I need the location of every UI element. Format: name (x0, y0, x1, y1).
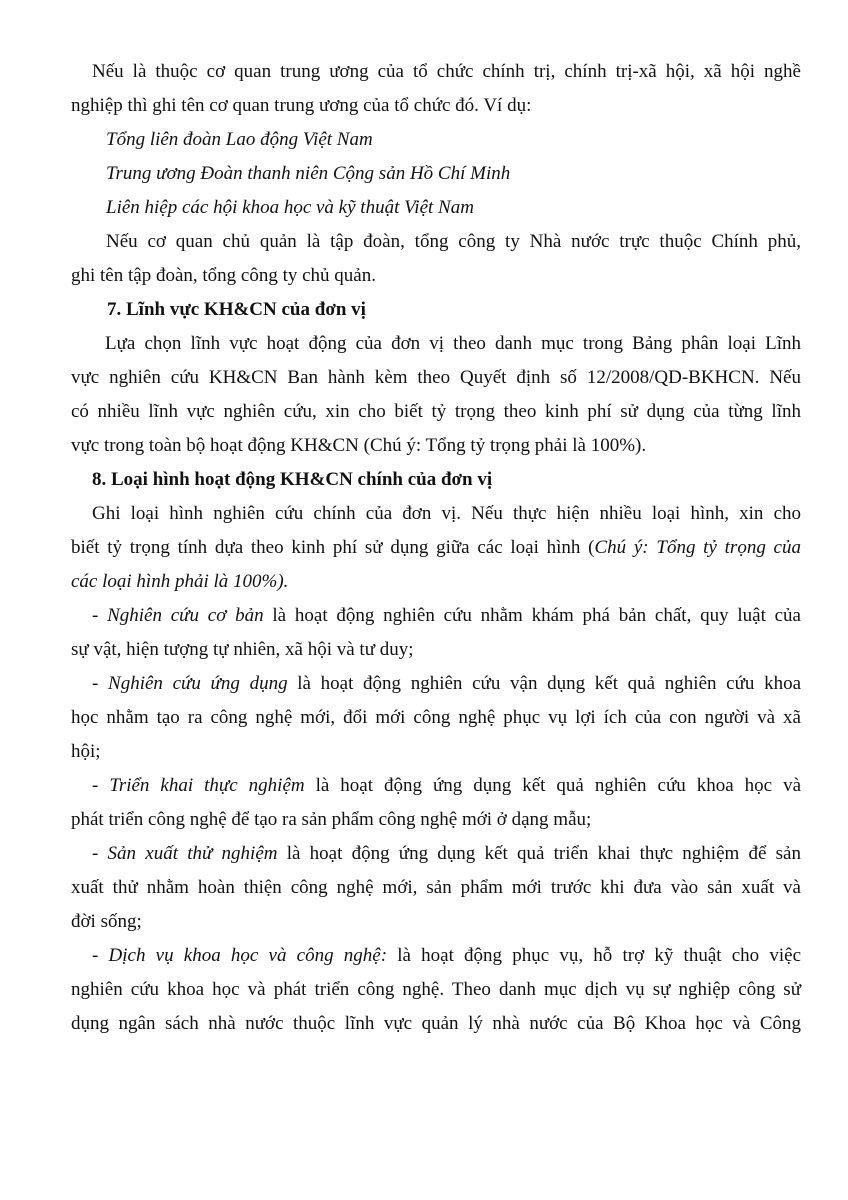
example-line: Tổng liên đoàn Lao động Việt Nam (106, 129, 373, 150)
list-item-line: sự vật, hiện tượng tự nhiên, xã hội và tư duy; (71, 639, 414, 660)
list-item-line: - Triển khai thực nghiệm là hoạt động ứng dụng kết quả nghiên cứu khoa học và (92, 775, 801, 796)
section-heading: 7. Lĩnh vực KH&CN của đơn vị (107, 299, 366, 320)
paragraph-line: Nếu cơ quan chủ quản là tập đoàn, tổng công ty Nhà nước trực thuộc Chính phủ, (106, 231, 801, 252)
list-item-line: phát triển công nghệ để tạo ra sản phẩm công nghệ mới ở dạng mẫu; (71, 809, 592, 830)
list-item-line: xuất thử nhằm hoàn thiện công nghệ mới, sản phẩm mới trước khi đưa vào sản xuất và (71, 877, 801, 898)
list-item-line: đời sống; (71, 911, 142, 932)
list-item-line: - Nghiên cứu cơ bản là hoạt động nghiên cứu nhằm khám phá bản chất, quy luật của (92, 605, 801, 626)
list-item-line: - Dịch vụ khoa học và công nghệ: là hoạt động phục vụ, hỗ trợ kỹ thuật cho việc (92, 945, 801, 966)
paragraph-line: vực trong toàn bộ hoạt động KH&CN (Chú ý: Tổng tỷ trọng phải là 100%). (71, 435, 647, 456)
list-item-line: - Nghiên cứu ứng dụng là hoạt động nghiên cứu vận dụng kết quả nghiên cứu khoa (92, 673, 802, 694)
paragraph-line: nghiệp thì ghi tên cơ quan trung ương của tổ chức đó. Ví dụ: (71, 95, 532, 116)
paragraph-line: Nếu là thuộc cơ quan trung ương của tổ chức chính trị, chính trị-xã hội, xã hội nghề (92, 61, 801, 82)
example-line: Liên hiệp các hội khoa học và kỹ thuật Việt Nam (106, 197, 474, 218)
paragraph-line: ghi tên tập đoàn, tổng công ty chủ quản. (71, 265, 376, 286)
list-item-line: dụng ngân sách nhà nước thuộc lĩnh vực quản lý nhà nước của Bộ Khoa học và Công (71, 1013, 801, 1034)
list-item-line: học nhằm tạo ra công nghệ mới, đổi mới công nghệ phục vụ lợi ích của con người và xã (71, 707, 801, 728)
paragraph-line: Lựa chọn lĩnh vực hoạt động của đơn vị theo danh mục trong Bảng phân loại Lĩnh (105, 333, 801, 354)
paragraph-line: vực nghiên cứu KH&CN Ban hành kèm theo Quyết định số 12/2008/QD-BKHCN. Nếu (71, 367, 801, 388)
paragraph-line: có nhiều lĩnh vực nghiên cứu, xin cho biết tỷ trọng theo kinh phí sử dụng của từng lĩnh (71, 401, 801, 422)
example-line: Trung ương Đoàn thanh niên Cộng sản Hồ Chí Minh (106, 163, 511, 184)
paragraph-line: Ghi loại hình nghiên cứu chính của đơn vị. Nếu thực hiện nhiều loại hình, xin cho (92, 503, 801, 524)
paragraph-line: các loại hình phải là 100%). (71, 571, 289, 592)
list-item-line: nghiên cứu khoa học và phát triển công nghệ. Theo danh mục dịch vụ sự nghiệp công sử (71, 979, 801, 1000)
paragraph-line: biết tỷ trọng tính dựa theo kinh phí sử dụng giữa các loại hình (Chú ý: Tổng tỷ trọng của (71, 537, 801, 558)
list-item-line: - Sản xuất thử nghiệm là hoạt động ứng dụng kết quả triển khai thực nghiệm để sản (92, 843, 801, 864)
list-item-line: hội; (71, 741, 101, 762)
section-heading: 8. Loại hình hoạt động KH&CN chính của đơn vị (92, 469, 493, 490)
